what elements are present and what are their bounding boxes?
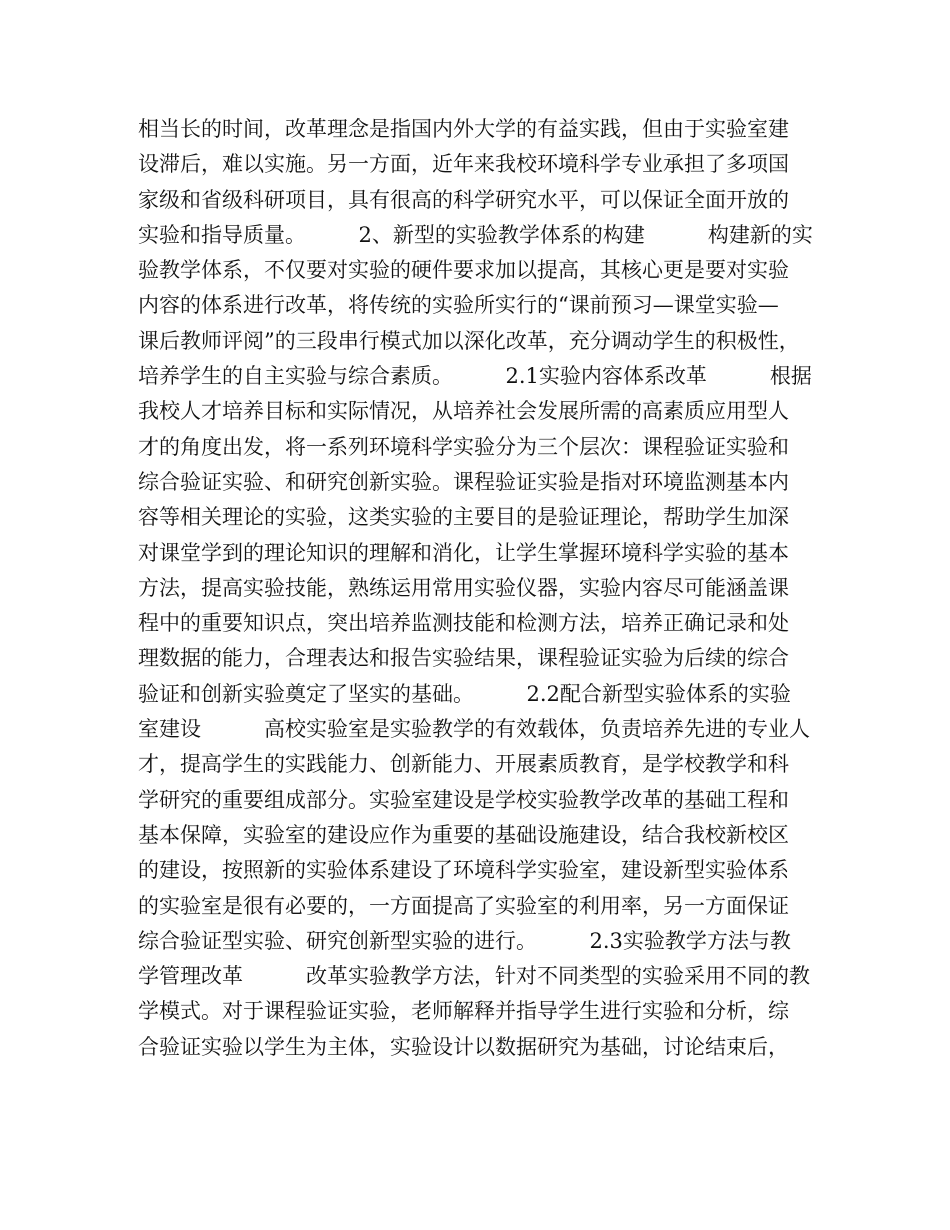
text-line-4: 实验和指导质量。 2、新型的实验教学体系的构建 构建新的实 xyxy=(138,222,813,247)
text-line-26: 学模式。对于课程验证实验，老师解释并指导学生进行实验和分析，综 xyxy=(138,999,789,1024)
text-line-25: 学管理改革 改革实验教学方法，针对不同类型的实验采用不同的教 xyxy=(138,964,810,989)
text-line-8: 培养学生的自主实验与综合素质。 2.1实验内容体系改革 根据 xyxy=(138,364,812,389)
text-line-9: 我校人才培养目标和实际情况，从培养社会发展所需的高素质应用型人 xyxy=(138,399,789,424)
text-line-12: 容等相关理论的实验，这类实验的主要目的是验证理论，帮助学生加深 xyxy=(138,505,789,530)
text-line-18: 室建设 高校实验室是实验教学的有效载体，负责培养先进的专业人 xyxy=(138,717,810,742)
text-line-14: 方法，提高实验技能，熟练运用常用实验仪器，实验内容尽可能涵盖课 xyxy=(138,575,789,600)
text-line-17: 验证和创新实验奠定了坚实的基础。 2.2配合新型实验体系的实验 xyxy=(138,681,791,706)
text-line-7: 课后教师评阅”的三段串行模式加以深化改革，充分调动学生的积极性， xyxy=(138,328,800,353)
text-line-3: 家级和省级科研项目，具有很高的科学研究水平，可以保证全面开放的 xyxy=(138,187,789,212)
text-line-5: 验教学体系，不仅要对实验的硬件要求加以提高，其核心更是要对实验 xyxy=(138,258,789,283)
text-line-24: 综合验证型实验、研究创新型实验的进行。 2.3实验教学方法与教 xyxy=(138,928,791,953)
text-line-6: 内容的体系进行改革，将传统的实验所实行的“课前预习—课堂实验— xyxy=(138,293,779,318)
body-text xyxy=(138,112,838,1065)
text-line-11: 综合验证实验、和研究创新实验。课程验证实验是指对环境监测基本内 xyxy=(138,469,789,494)
text-line-2: 设滞后，难以实施。另一方面，近年来我校环境科学专业承担了多项国 xyxy=(138,152,789,177)
text-line-10: 才的角度出发，将一系列环境科学实验分为三个层次：课程验证实验和 xyxy=(138,434,789,459)
text-line-20: 学研究的重要组成部分。实验室建设是学校实验教学改革的基础工程和 xyxy=(138,787,789,812)
text-line-22: 的建设，按照新的实验体系建设了环境科学实验室，建设新型实验体系 xyxy=(138,858,789,883)
text-line-23: 的实验室是很有必要的，一方面提高了实验室的利用率，另一方面保证 xyxy=(138,893,789,918)
text-line-13: 对课堂学到的理论知识的理解和消化，让学生掌握环境科学实验的基本 xyxy=(138,540,789,565)
text-line-1: 相当长的时间，改革理念是指国内外大学的有益实践，但由于实验室建 xyxy=(138,117,789,141)
text-line-16: 理数据的能力，合理表达和报告实验结果，课程验证实验为后续的综合 xyxy=(138,646,789,671)
text-line-19: 才，提高学生的实践能力、创新能力、开展素质教育，是学校教学和科 xyxy=(138,752,789,777)
text-line-15: 程中的重要知识点，突出培养监测技能和检测方法，培养正确记录和处 xyxy=(138,611,789,636)
text-line-21: 基本保障，实验室的建设应作为重要的基础设施建设，结合我校新校区 xyxy=(138,822,789,847)
text-line-27: 合验证实验以学生为主体，实验设计以数据研究为基础，讨论结束后， xyxy=(138,1034,789,1059)
